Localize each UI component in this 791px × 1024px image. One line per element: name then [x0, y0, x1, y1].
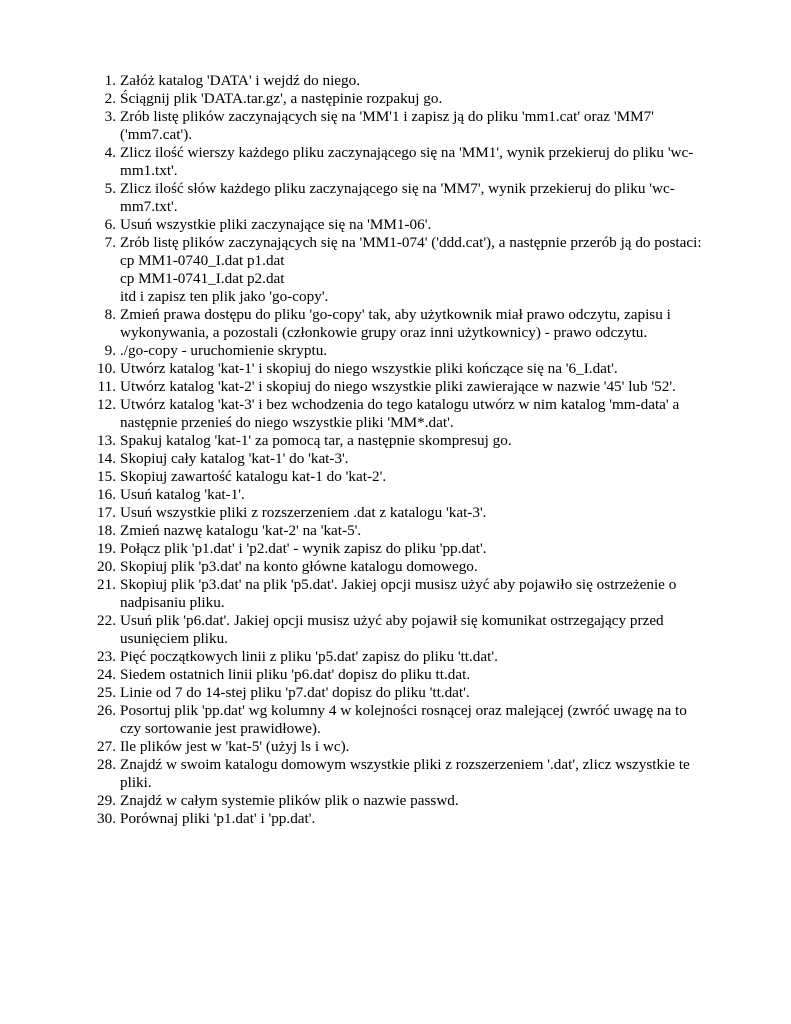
task-text: [120, 810, 713, 828]
task-number: 5.: [104, 180, 116, 197]
task-item: [0, 396, 791, 432]
task-number: 20.: [97, 558, 116, 575]
task-item: [0, 648, 791, 666]
task-item: [0, 468, 791, 486]
task-text: [120, 306, 713, 342]
task-item: [0, 540, 791, 558]
task-item: [0, 180, 791, 216]
task-item: [0, 90, 791, 108]
task-item: [0, 792, 791, 810]
task-number: 11.: [97, 378, 116, 395]
task-line: następnie przenieś do niego wszystkie pliki 'MM*.dat'.: [120, 414, 454, 431]
task-line: ('mm7.cat').: [120, 126, 193, 143]
task-text: [120, 486, 713, 504]
task-line: Zrób listę plików zaczynających się na 'MM1-074' ('ddd.cat'), a następnie przerób ją do postaci:: [120, 234, 702, 251]
task-number: 6.: [104, 216, 116, 233]
task-item: [0, 756, 791, 792]
task-line: Utwórz katalog 'kat-2' i skopiuj do niego wszystkie pliki zawierające w nazwie '45' lub '52'.: [120, 378, 676, 395]
task-line: mm1.txt'.: [120, 162, 178, 179]
task-text: [120, 90, 713, 108]
task-text: [120, 72, 713, 90]
task-line: Usuń plik 'p6.dat'. Jakiej opcji musisz użyć aby pojawił się komunikat ostrzegający przed: [120, 612, 664, 629]
task-text: [120, 648, 713, 666]
task-number: 18.: [97, 522, 116, 539]
task-item: [0, 522, 791, 540]
task-number: 4.: [104, 144, 116, 161]
task-text: [120, 702, 713, 738]
task-text: [120, 450, 713, 468]
task-line: Usuń wszystkie pliki z rozszerzeniem .dat z katalogu 'kat-3'.: [120, 504, 487, 521]
task-line: pliki.: [120, 774, 152, 791]
task-item: [0, 108, 791, 144]
task-line: Znajdź w swoim katalogu domowym wszystkie pliki z rozszerzeniem '.dat', zlicz wszystkie te: [120, 756, 690, 773]
task-text: [120, 108, 713, 144]
task-line: Skopiuj cały katalog 'kat-1' do 'kat-3'.: [120, 450, 349, 467]
task-item: [0, 486, 791, 504]
task-line: Skopiuj plik 'p3.dat' na plik 'p5.dat'. Jakiej opcji musisz użyć aby pojawiło się ostrzeżenie o: [120, 576, 677, 593]
task-item: [0, 450, 791, 468]
task-text: [120, 522, 713, 540]
task-number: 25.: [97, 684, 116, 701]
task-line: Usuń wszystkie pliki zaczynające się na 'MM1-06'.: [120, 216, 432, 233]
task-line: Zrób listę plików zaczynających się na 'MM'1 i zapisz ją do pliku 'mm1.cat' oraz 'MM7': [120, 108, 654, 125]
task-text: [120, 216, 713, 234]
task-line: Zmień prawa dostępu do pliku 'go-copy' tak, aby użytkownik miał prawo odczytu, zapisu i: [120, 306, 671, 323]
task-number: 14.: [97, 450, 116, 467]
task-line: czy sortowanie jest prawidłowe).: [120, 720, 321, 737]
task-line: cp MM1-0740_I.dat p1.dat: [120, 252, 285, 269]
task-item: [0, 504, 791, 522]
task-number: 24.: [97, 666, 116, 683]
task-line: Skopiuj plik 'p3.dat' na konto główne katalogu domowego.: [120, 558, 478, 575]
task-item: [0, 306, 791, 342]
task-line: Spakuj katalog 'kat-1' za pomocą tar, a następnie skompresuj go.: [120, 432, 512, 449]
task-number: 22.: [97, 612, 116, 629]
task-line: Siedem ostatnich linii pliku 'p6.dat' dopisz do pliku tt.dat.: [120, 666, 471, 683]
task-line: Porównaj pliki 'p1.dat' i 'pp.dat'.: [120, 810, 316, 827]
task-item: [0, 432, 791, 450]
task-line: Posortuj plik 'pp.dat' wg kolumny 4 w kolejności rosnącej oraz malejącej (zwróć uwagę na to: [120, 702, 687, 719]
task-item: [0, 72, 791, 90]
task-line: cp MM1-0741_I.dat p2.dat: [120, 270, 285, 287]
task-text: [120, 360, 713, 378]
task-number: 13.: [97, 432, 116, 449]
task-line: Zmień nazwę katalogu 'kat-2' na 'kat-5'.: [120, 522, 362, 539]
task-number: 1.: [104, 72, 116, 89]
task-number: 9.: [104, 342, 116, 359]
task-text: [120, 432, 713, 450]
task-number: 21.: [97, 576, 116, 593]
task-number: 10.: [97, 360, 116, 377]
task-line: Załóż katalog 'DATA' i wejdź do niego.: [120, 72, 361, 89]
task-item: [0, 576, 791, 612]
task-text: [120, 144, 713, 180]
task-line: Pięć początkowych linii z pliku 'p5.dat' zapisz do pliku 'tt.dat'.: [120, 648, 498, 665]
task-text: [120, 792, 713, 810]
task-item: [0, 702, 791, 738]
task-number: 27.: [97, 738, 116, 755]
task-line: Ile plików jest w 'kat-5' (użyj ls i wc).: [120, 738, 350, 755]
task-item: [0, 612, 791, 648]
task-line: Utwórz katalog 'kat-3' i bez wchodzenia do tego katalogu utwórz w nim katalog 'mm-data' a: [120, 396, 680, 413]
task-line: Utwórz katalog 'kat-1' i skopiuj do niego wszystkie pliki kończące się na '6_I.dat'.: [120, 360, 618, 377]
task-number: 15.: [97, 468, 116, 485]
task-item: [0, 144, 791, 180]
task-line: itd i zapisz ten plik jako 'go-copy'.: [120, 288, 329, 305]
task-number: 3.: [104, 108, 116, 125]
task-number: 30.: [97, 810, 116, 827]
task-line: Zlicz ilość wierszy każdego pliku zaczynającego się na 'MM1', wynik przekieruj do pliku 'wc-: [120, 144, 694, 161]
task-number: 8.: [104, 306, 116, 323]
task-text: [120, 540, 713, 558]
task-line: Linie od 7 do 14-stej pliku 'p7.dat' dopisz do pliku 'tt.dat'.: [120, 684, 470, 701]
task-text: [120, 468, 713, 486]
task-line: Skopiuj zawartość katalogu kat-1 do 'kat-2'.: [120, 468, 387, 485]
task-text: [120, 558, 713, 576]
task-item: [0, 342, 791, 360]
task-item: [0, 216, 791, 234]
task-item: [0, 558, 791, 576]
task-line: nadpisaniu pliku.: [120, 594, 225, 611]
task-item: [0, 810, 791, 828]
task-item: [0, 684, 791, 702]
task-line: usunięciem pliku.: [120, 630, 228, 647]
task-text: [120, 738, 713, 756]
task-number: 7.: [104, 234, 116, 251]
task-line: mm7.txt'.: [120, 198, 178, 215]
task-text: [120, 504, 713, 522]
task-number: 23.: [97, 648, 116, 665]
task-line: ./go-copy - uruchomienie skryptu.: [120, 342, 328, 359]
task-number: 12.: [97, 396, 116, 413]
task-text: [120, 396, 713, 432]
task-line: Usuń katalog 'kat-1'.: [120, 486, 245, 503]
task-text: [120, 234, 713, 306]
task-line: Zlicz ilość słów każdego pliku zaczynającego się na 'MM7', wynik przekieruj do pliku 'wc-: [120, 180, 675, 197]
task-number: 26.: [97, 702, 116, 719]
task-list: [0, 72, 791, 828]
task-number: 17.: [97, 504, 116, 521]
task-number: 28.: [97, 756, 116, 773]
task-number: 29.: [97, 792, 116, 809]
task-text: [120, 180, 713, 216]
task-number: 16.: [97, 486, 116, 503]
task-text: [120, 342, 713, 360]
task-line: Ściągnij plik 'DATA.tar.gz', a następinie rozpakuj go.: [120, 90, 443, 107]
task-line: wykonywania, a pozostali (członkowie grupy oraz inni użytkownicy) - prawo odczytu.: [120, 324, 648, 341]
task-text: [120, 666, 713, 684]
task-item: [0, 234, 791, 306]
task-text: [120, 378, 713, 396]
task-number: 2.: [104, 90, 116, 107]
task-item: [0, 360, 791, 378]
task-line: Połącz plik 'p1.dat' i 'p2.dat' - wynik zapisz do pliku 'pp.dat'.: [120, 540, 487, 557]
task-item: [0, 738, 791, 756]
task-text: [120, 576, 713, 612]
task-text: [120, 612, 713, 648]
task-item: [0, 666, 791, 684]
task-text: [120, 756, 713, 792]
task-item: [0, 378, 791, 396]
task-number: 19.: [97, 540, 116, 557]
task-text: [120, 684, 713, 702]
task-line: Znajdź w całym systemie plików plik o nazwie passwd.: [120, 792, 459, 809]
